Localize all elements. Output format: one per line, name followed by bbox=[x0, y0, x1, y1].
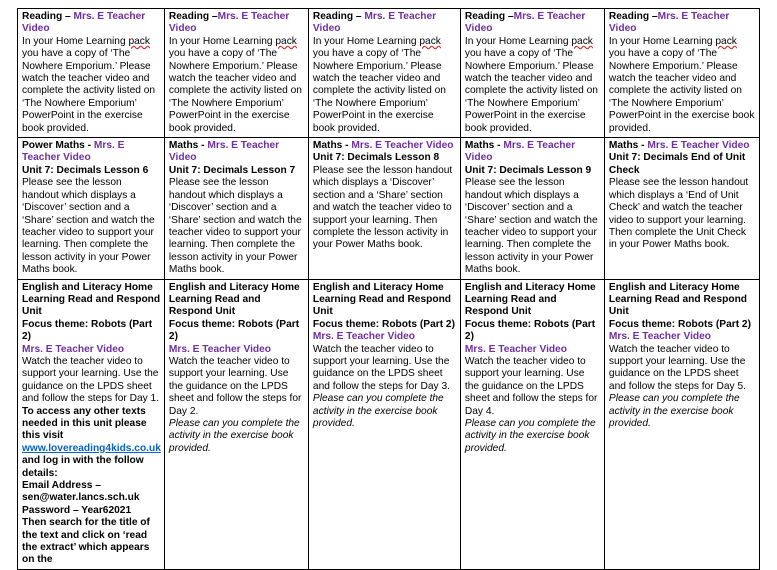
maths-cell-5 bbox=[604, 138, 759, 279]
subject-label: Maths - bbox=[312, 140, 352, 152]
english-cell-5 bbox=[604, 279, 759, 569]
exercise-note: Please can you complete the activity in the exercise book provided. bbox=[464, 418, 596, 454]
reading-text: you have a copy of ‘The Nowhere Emporium.’ Please watch the teacher video and complete the activity listed on ‘The Nowhere Emporium’ PowerPoint in the exercise book provided. bbox=[608, 48, 755, 134]
unit-title: Unit 7: Decimals Lesson 6 bbox=[22, 164, 149, 176]
maths-text: Please see the lesson handout which displays a ‘Discover’ section and a ‘Share’ section and watch the teacher video to support your learning. Then complete the lesson activity in your Power Maths book. bbox=[22, 177, 155, 276]
reading-text: In your Home Learning bbox=[608, 35, 716, 47]
english-heading: English and Literacy Home Learning Read and Respond Unit bbox=[608, 281, 748, 318]
unit-title: Unit 7: Decimals Lesson 8 bbox=[312, 152, 440, 164]
reading-text: you have a copy of ‘The Nowhere Emporium.’ Please watch the teacher video and complete the activity listed on ‘The Nowhere Emporium’ PowerPoint in the exercise book provided. bbox=[168, 48, 302, 134]
teacher-video-link[interactable]: Mrs. E Teacher Video bbox=[464, 11, 586, 35]
lovereading-link[interactable]: www.lovereading4kids.co.uk bbox=[22, 442, 161, 454]
reading-cell-4 bbox=[460, 9, 604, 138]
unit-title: Unit 7: Decimals End of Unit Check bbox=[608, 152, 746, 176]
exercise-note: Please can you complete the activity in the exercise book provided. bbox=[312, 393, 444, 429]
subject-label: Reading – bbox=[608, 11, 658, 22]
search-instructions: Then search for the title of the text and click on ‘read the extract’ which appears on the bbox=[22, 517, 150, 566]
english-text: Watch the teacher video to support your learning. Use the guidance on the LPDS sheet and follow the steps for Day 3. bbox=[312, 343, 450, 392]
english-cell-4 bbox=[460, 279, 604, 569]
focus-theme: Focus theme: Robots (Part 2) bbox=[464, 318, 596, 343]
spell-flag: pack bbox=[419, 35, 441, 47]
password-text: Password – Year62021 bbox=[22, 504, 132, 516]
focus-theme: Focus theme: Robots (Part 2) bbox=[168, 318, 300, 343]
maths-cell-2 bbox=[164, 138, 308, 279]
maths-text: Please see the lesson handout which displays a ‘End of Unit Check’ and watch the teacher video to support your learning. Then complete the Unit Check in your Power Maths book. bbox=[608, 177, 749, 251]
subject-label: Reading – bbox=[168, 11, 218, 22]
spell-flag: pack bbox=[571, 35, 593, 47]
teacher-video-link[interactable]: Mrs. E Teacher Video bbox=[168, 11, 290, 35]
teacher-video-link[interactable]: Mrs. E Teacher Video bbox=[608, 331, 712, 343]
email-address: sen@water.lancs.sch.uk bbox=[22, 492, 140, 504]
maths-cell-3 bbox=[308, 138, 460, 279]
teacher-video-link[interactable]: Mrs. E Teacher Video bbox=[312, 11, 437, 35]
reading-text: In your Home Learning bbox=[168, 35, 276, 47]
teacher-video-link[interactable]: Mrs. E Teacher Video bbox=[22, 140, 125, 164]
english-text: Watch the teacher video to support your learning. Use the guidance on the LPDS sheet and follow the steps for Day 4. bbox=[464, 355, 598, 417]
maths-text: Please see the lesson handout which displays a ‘Discover’ section and a ‘Share’ section and watch the teacher video to support your learning. Then complete the lesson activity in your Power Maths book. bbox=[312, 164, 453, 251]
teacher-video-link[interactable]: Mrs. E Teacher Video bbox=[464, 343, 568, 355]
teacher-video-link[interactable]: Mrs. E Teacher Video bbox=[464, 140, 576, 164]
subject-label: Maths - bbox=[464, 140, 504, 152]
focus-theme: Focus theme: Robots (Part 2) bbox=[22, 318, 153, 343]
english-heading: English and Literacy Home Learning Read and Respond Unit bbox=[312, 281, 452, 318]
subject-label: Reading – bbox=[312, 11, 365, 22]
focus-theme: Focus theme: Robots (Part 2) bbox=[608, 318, 751, 330]
subject-label: Reading – bbox=[464, 11, 514, 22]
spell-flag: pack bbox=[715, 35, 737, 47]
teacher-video-link[interactable]: Mrs. E Teacher Video bbox=[312, 331, 416, 343]
english-cell-1 bbox=[18, 279, 165, 569]
teacher-video-link[interactable]: Mrs. E Teacher Video bbox=[168, 343, 272, 355]
timetable-document bbox=[17, 8, 760, 570]
exercise-note: Please can you complete the activity in the exercise book provided. bbox=[168, 418, 300, 454]
reading-text: you have a copy of ‘The Nowhere Emporium.’ Please watch the teacher video and complete the activity listed on ‘The Nowhere Emporium’ PowerPoint in the exercise book provided. bbox=[312, 48, 446, 134]
english-cell-3 bbox=[308, 279, 460, 569]
spell-flag: pack bbox=[275, 35, 297, 47]
unit-title: Unit 7: Decimals Lesson 9 bbox=[464, 164, 592, 176]
subject-label: Power Maths - bbox=[22, 140, 94, 152]
login-text: and log in with the follow details: bbox=[22, 455, 144, 479]
english-cell-2 bbox=[164, 279, 308, 569]
teacher-video-link[interactable]: Mrs. E Teacher Video bbox=[168, 140, 280, 164]
reading-text: you have a copy of ‘The Nowhere Emporium.’ Please watch the teacher video and complete the activity listed on ‘The Nowhere Emporium’ PowerPoint in the exercise book provided. bbox=[464, 48, 598, 134]
reading-text: In your Home Learning bbox=[22, 35, 129, 47]
maths-cell-4 bbox=[460, 138, 604, 279]
maths-cell-1 bbox=[18, 138, 165, 279]
maths-text: Please see the lesson handout which displays a ‘Discover’ section and a ‘Share’ section and watch the teacher video to support your learning. Then complete the lesson activity in your Power Maths book. bbox=[168, 177, 302, 276]
email-label: Email Address – bbox=[22, 480, 101, 492]
reading-text: In your Home Learning bbox=[312, 35, 420, 47]
reading-row bbox=[18, 9, 760, 138]
teacher-video-link[interactable]: Mrs. E Teacher Video bbox=[22, 11, 146, 35]
reading-text: In your Home Learning bbox=[464, 35, 572, 47]
english-text: Watch the teacher video to support your learning. Use the guidance on the LPDS sheet and follow the steps for Day 2. bbox=[168, 355, 302, 417]
english-heading: English and Literacy Home Learning Read and Respond Unit bbox=[168, 281, 300, 318]
english-heading: English and Literacy Home Learning Read and Respond Unit bbox=[464, 281, 596, 318]
spell-flag: pack bbox=[128, 35, 150, 47]
maths-text: Please see the lesson handout which displays a ‘Discover’ section and a ‘Share’ section and watch the teacher video to support your learning. Then complete the lesson activity in your Power Maths book. bbox=[464, 177, 598, 276]
teacher-video-link[interactable]: Mrs. E Teacher Video bbox=[351, 140, 454, 152]
english-text: Watch the teacher video to support your learning. Use the guidance on the LPDS sheet and follow the steps for Day 1. bbox=[22, 355, 160, 405]
english-row bbox=[18, 279, 760, 569]
maths-row bbox=[18, 138, 760, 279]
timetable-table bbox=[17, 8, 760, 570]
subject-label: Maths - bbox=[168, 140, 208, 152]
english-heading: English and Literacy Home Learning Read and Respond Unit bbox=[22, 281, 161, 318]
teacher-video-link[interactable]: Mrs. E Teacher Video bbox=[647, 140, 750, 152]
english-text: Watch the teacher video to support your learning. Use the guidance on the LPDS sheet and follow the steps for Day 5. bbox=[608, 343, 746, 392]
teacher-video-link[interactable]: Mrs. E Teacher Video bbox=[608, 11, 730, 35]
unit-title: Unit 7: Decimals Lesson 7 bbox=[168, 164, 296, 176]
subject-label: Reading – bbox=[22, 11, 74, 22]
teacher-video-link[interactable]: Mrs. E Teacher Video bbox=[22, 343, 125, 355]
exercise-note: Please can you complete the activity in the exercise book provided. bbox=[608, 393, 740, 429]
access-text: To access any other texts needed in this unit please this visit bbox=[22, 405, 147, 442]
reading-cell-2 bbox=[164, 9, 308, 138]
focus-theme: Focus theme: Robots (Part 2) bbox=[312, 318, 455, 330]
subject-label: Maths - bbox=[608, 140, 648, 152]
reading-cell-5 bbox=[604, 9, 759, 138]
reading-cell-1 bbox=[18, 9, 165, 138]
reading-text: you have a copy of ‘The Nowhere Emporium.’ Please watch the teacher video and complete the activity listed on ‘The Nowhere Emporium’ PowerPoint in the exercise book provided. bbox=[22, 48, 156, 134]
reading-cell-3 bbox=[308, 9, 460, 138]
